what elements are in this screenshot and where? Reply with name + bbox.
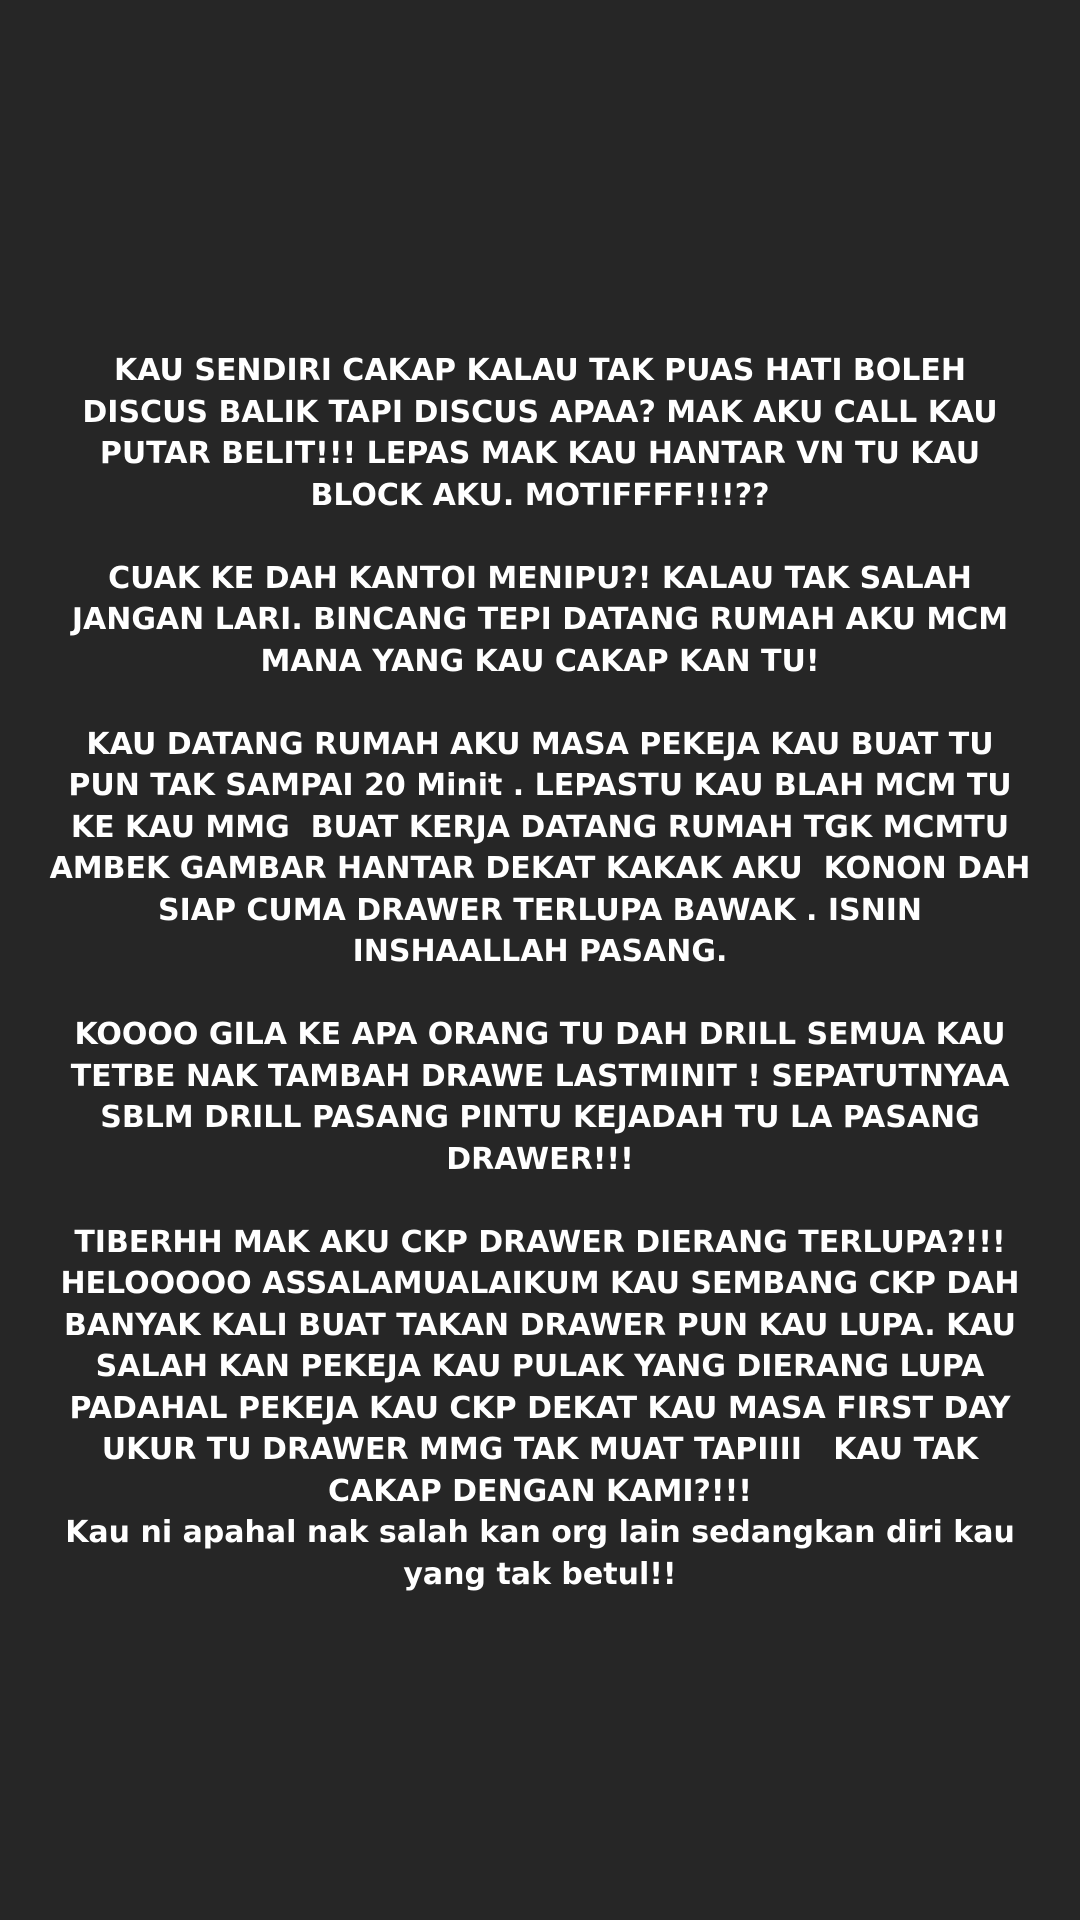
paragraph-2 [0, 558, 1080, 683]
text-line: DRAWER!!! [446, 1141, 634, 1177]
text-line: HELOOOOO ASSALAMUALAIKUM KAU SEMBANG CKP DAH [60, 1266, 1020, 1301]
text-line: INSHAALLAH PASANG. [352, 934, 728, 969]
text-line: KAU DATANG RUMAH AKU MASA PEKEJA KAU BUAT TU [86, 726, 994, 762]
paragraph-3 [0, 724, 1080, 973]
paragraph-1 [0, 350, 1080, 516]
text-line: DISCUS BALIK TAPI DISCUS APAA? MAK AKU CALL KAU [82, 394, 998, 430]
paragraph-5 [0, 1222, 1080, 1596]
text-line: yang tak betul!! [403, 1556, 677, 1592]
text-line: Kau ni apahal nak salah kan org lain sedangkan diri kau [65, 1515, 1015, 1550]
text-line: PUN TAK SAMPAI 20 Minit . LEPASTU KAU BLAH MCM TU [68, 768, 1012, 803]
text-line: AMBEK GAMBAR HANTAR DEKAT KAKAK AKU KONON DAH [49, 851, 1031, 886]
text-line: UKUR TU DRAWER MMG TAK MUAT TAPIIII KAU TAK [101, 1432, 979, 1467]
text-line: CUAK KE DAH KANTOI MENIPU?! KALAU TAK SALAH [108, 560, 972, 596]
text-line: KOOOO GILA KE APA ORANG TU DAH DRILL SEMUA KAU [74, 1017, 1006, 1052]
text-line: BLOCK AKU. MOTIFFFF!!!?? [310, 477, 770, 513]
text-line: KE KAU MMG BUAT KERJA DATANG RUMAH TGK MCMTU [70, 809, 1010, 845]
text-line: SIAP CUMA DRAWER TERLUPA BAWAK . ISNIN [157, 892, 923, 928]
text-line: KAU SENDIRI CAKAP KALAU TAK PUAS HATI BOLEH [113, 353, 967, 388]
text-line: MANA YANG KAU CAKAP KAN TU! [260, 643, 820, 679]
text-line: PADAHAL PEKEJA KAU CKP DEKAT KAU MASA FIRST DAY [69, 1390, 1011, 1426]
text-line: SBLM DRILL PASANG PINTU KEJADAH TU LA PASANG [100, 1100, 980, 1135]
paragraph-4 [0, 1014, 1080, 1180]
text-line: CAKAP DENGAN KAMI?!!! [328, 1473, 752, 1509]
text-line: PUTAR BELIT!!! LEPAS MAK KAU HANTAR VN TU KAU [99, 436, 981, 471]
text-line: TIBERHH MAK AKU CKP DRAWER DIERANG TERLUPA?!!! [74, 1224, 1006, 1260]
text-line: TETBE NAK TAMBAH DRAWE LASTMINIT ! SEPATUTNYAA [70, 1058, 1010, 1094]
text-line: JANGAN LARI. BINCANG TEPI DATANG RUMAH AKU MCM [71, 602, 1009, 637]
text-line: SALAH KAN PEKEJA KAU PULAK YANG DIERANG LUPA [95, 1349, 985, 1384]
text-line: BANYAK KALI BUAT TAKAN DRAWER PUN KAU LUPA. KAU [63, 1307, 1017, 1343]
story-text-block [0, 350, 1080, 1595]
